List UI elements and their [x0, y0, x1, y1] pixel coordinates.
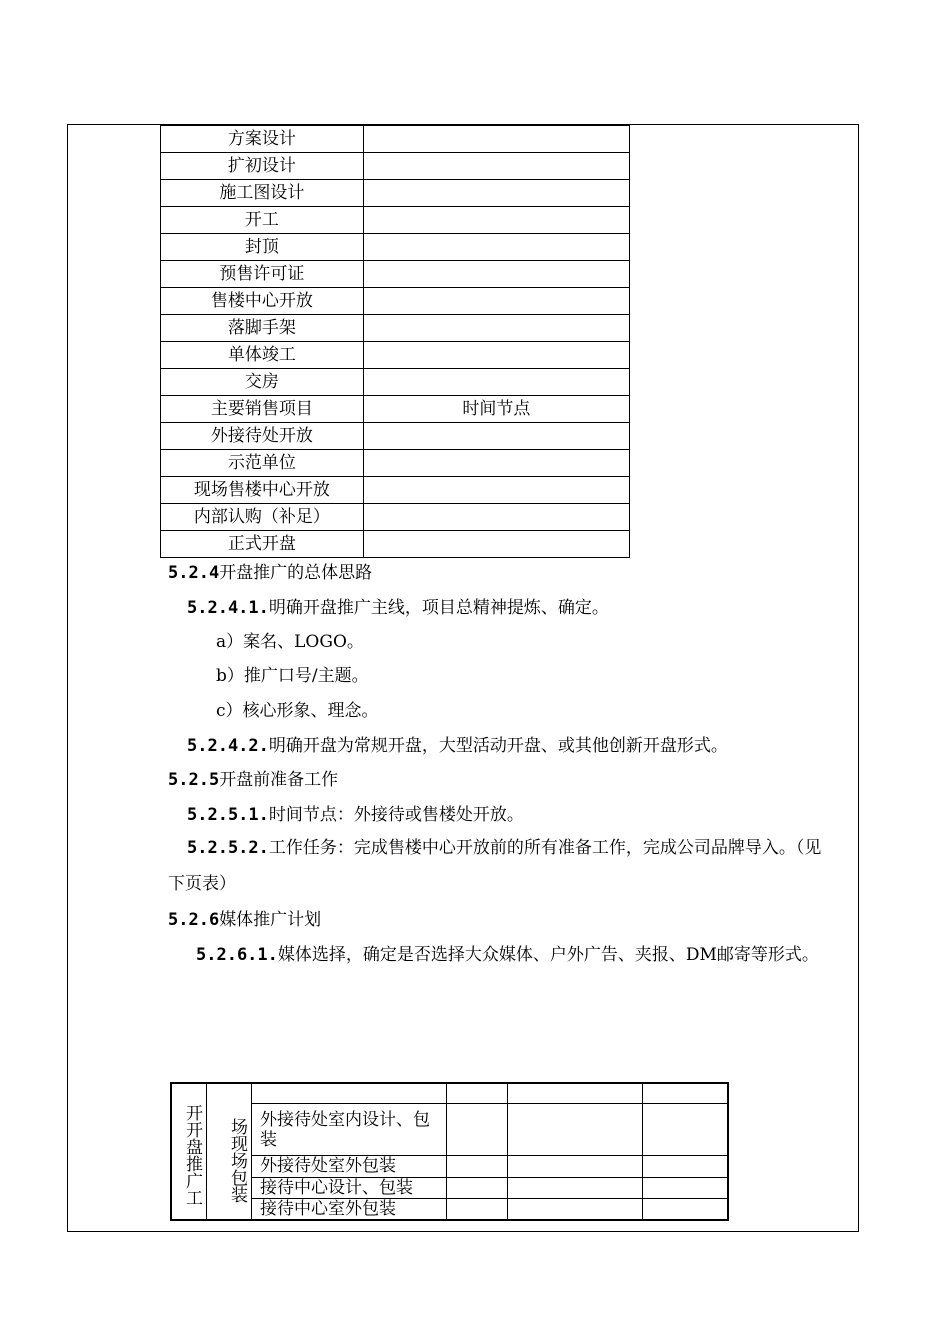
promo-cell	[447, 1177, 508, 1198]
promo-cell	[447, 1155, 508, 1177]
promo-cell	[508, 1198, 643, 1220]
milestone-value	[363, 234, 629, 261]
milestone-value	[363, 450, 629, 477]
milestone-label: 外接待处开放	[161, 423, 364, 450]
milestone-value	[363, 126, 629, 153]
milestone-label: 正式开盘	[161, 531, 364, 558]
heading-5-2-5	[168, 770, 338, 790]
milestone-row	[161, 477, 630, 504]
milestone-label: 售楼中心开放	[161, 288, 364, 315]
milestone-value	[363, 423, 629, 450]
promo-category: 开开盘推广工	[171, 1083, 207, 1220]
promo-cell	[447, 1103, 508, 1155]
milestone-row	[161, 234, 630, 261]
section-number: 5.2.4.1.	[187, 598, 269, 618]
milestone-row	[161, 288, 630, 315]
list-item-c: c）核心形象、理念。	[216, 701, 379, 721]
promo-cell	[643, 1103, 729, 1155]
promo-cell	[447, 1083, 508, 1103]
promo-cell	[508, 1103, 643, 1155]
promo-cell	[447, 1198, 508, 1220]
heading-5-2-4-1	[187, 598, 609, 618]
paragraph-5-2-6-1	[168, 937, 832, 973]
milestone-row	[161, 207, 630, 234]
section-number: 5.2.6.1.	[196, 945, 278, 965]
paragraph-5-2-5-2	[168, 830, 832, 902]
milestone-row	[161, 531, 630, 558]
section-number: 5.2.6	[168, 910, 220, 930]
milestone-row	[161, 423, 630, 450]
promo-item	[252, 1083, 447, 1103]
milestone-value	[363, 504, 629, 531]
section-text: 明确开盘推广主线，项目总精神提炼、确定。	[268, 598, 609, 618]
section-title: 开盘前准备工作	[219, 770, 339, 790]
promo-item: 外接待处室外包装	[252, 1155, 447, 1177]
promo-item: 接待中心室外包装	[252, 1198, 447, 1220]
milestone-row	[161, 153, 630, 180]
promo-subcategory: 场现场包装	[207, 1083, 252, 1220]
section-text: 媒体选择，确定是否选择大众媒体、户外广告、夹报、DM邮寄等形式。	[277, 945, 819, 965]
section-text: 明确开盘为常规开盘，大型活动开盘、或其他创新开盘形式。	[268, 736, 728, 756]
milestone-label: 封顶	[161, 234, 364, 261]
milestone-value	[363, 342, 629, 369]
milestone-label: 内部认购（补足）	[161, 504, 364, 531]
milestone-label: 单体竣工	[161, 342, 364, 369]
heading-5-2-6	[168, 910, 321, 930]
promotion-table	[170, 1082, 729, 1221]
list-item-a: a）案名、LOGO。	[216, 632, 364, 652]
heading-5-2-4	[168, 563, 372, 583]
milestone-row	[161, 450, 630, 477]
milestone-label: 示范单位	[161, 450, 364, 477]
milestone-label: 预售许可证	[161, 261, 364, 288]
milestone-value	[363, 315, 629, 342]
milestone-row	[161, 342, 630, 369]
section-text: 时间节点：外接待或售楼处开放。	[268, 805, 524, 825]
promo-cell	[508, 1155, 643, 1177]
promo-cell	[643, 1177, 729, 1198]
section-text: 工作任务：完成售楼中心开放前的所有准备工作，完成公司品牌导入。（见下页表）	[168, 838, 822, 894]
milestone-value	[363, 207, 629, 234]
section-number: 5.2.4.2.	[187, 736, 269, 756]
milestone-row	[161, 315, 630, 342]
promo-cell	[643, 1083, 729, 1103]
milestone-row	[161, 126, 630, 153]
milestone-value: 时间节点	[363, 396, 629, 423]
milestone-value	[363, 531, 629, 558]
section-title: 媒体推广计划	[219, 910, 322, 930]
heading-5-2-4-2	[187, 736, 728, 756]
milestone-value	[363, 180, 629, 207]
milestone-label: 主要销售项目	[161, 396, 364, 423]
milestone-label: 施工图设计	[161, 180, 364, 207]
section-number: 5.2.5.2.	[187, 838, 269, 858]
milestone-value	[363, 369, 629, 396]
promo-cell	[643, 1198, 729, 1220]
milestone-value	[363, 288, 629, 315]
promo-cell	[643, 1155, 729, 1177]
milestone-label: 落脚手架	[161, 315, 364, 342]
list-item-b: b）推广口号/主题。	[216, 666, 369, 686]
milestone-value	[363, 153, 629, 180]
section-title: 开盘推广的总体思路	[219, 563, 373, 583]
milestone-value	[363, 261, 629, 288]
promo-item: 接待中心设计、包装	[252, 1177, 447, 1198]
milestone-label: 扩初设计	[161, 153, 364, 180]
milestone-label: 开工	[161, 207, 364, 234]
promo-item: 外接待处室内设计、包装	[252, 1103, 447, 1155]
milestone-row	[161, 396, 630, 423]
milestone-row	[161, 504, 630, 531]
promo-cell	[508, 1177, 643, 1198]
milestone-row	[161, 261, 630, 288]
milestone-row	[161, 369, 630, 396]
heading-5-2-5-1	[187, 805, 524, 825]
section-number: 5.2.5	[168, 770, 220, 790]
milestone-value	[363, 477, 629, 504]
milestone-label: 现场售楼中心开放	[161, 477, 364, 504]
milestone-row	[161, 180, 630, 207]
milestone-label: 方案设计	[161, 126, 364, 153]
milestone-table	[160, 125, 630, 558]
milestone-label: 交房	[161, 369, 364, 396]
section-number: 5.2.5.1.	[187, 805, 269, 825]
promo-cell	[508, 1083, 643, 1103]
section-number: 5.2.4	[168, 563, 220, 583]
